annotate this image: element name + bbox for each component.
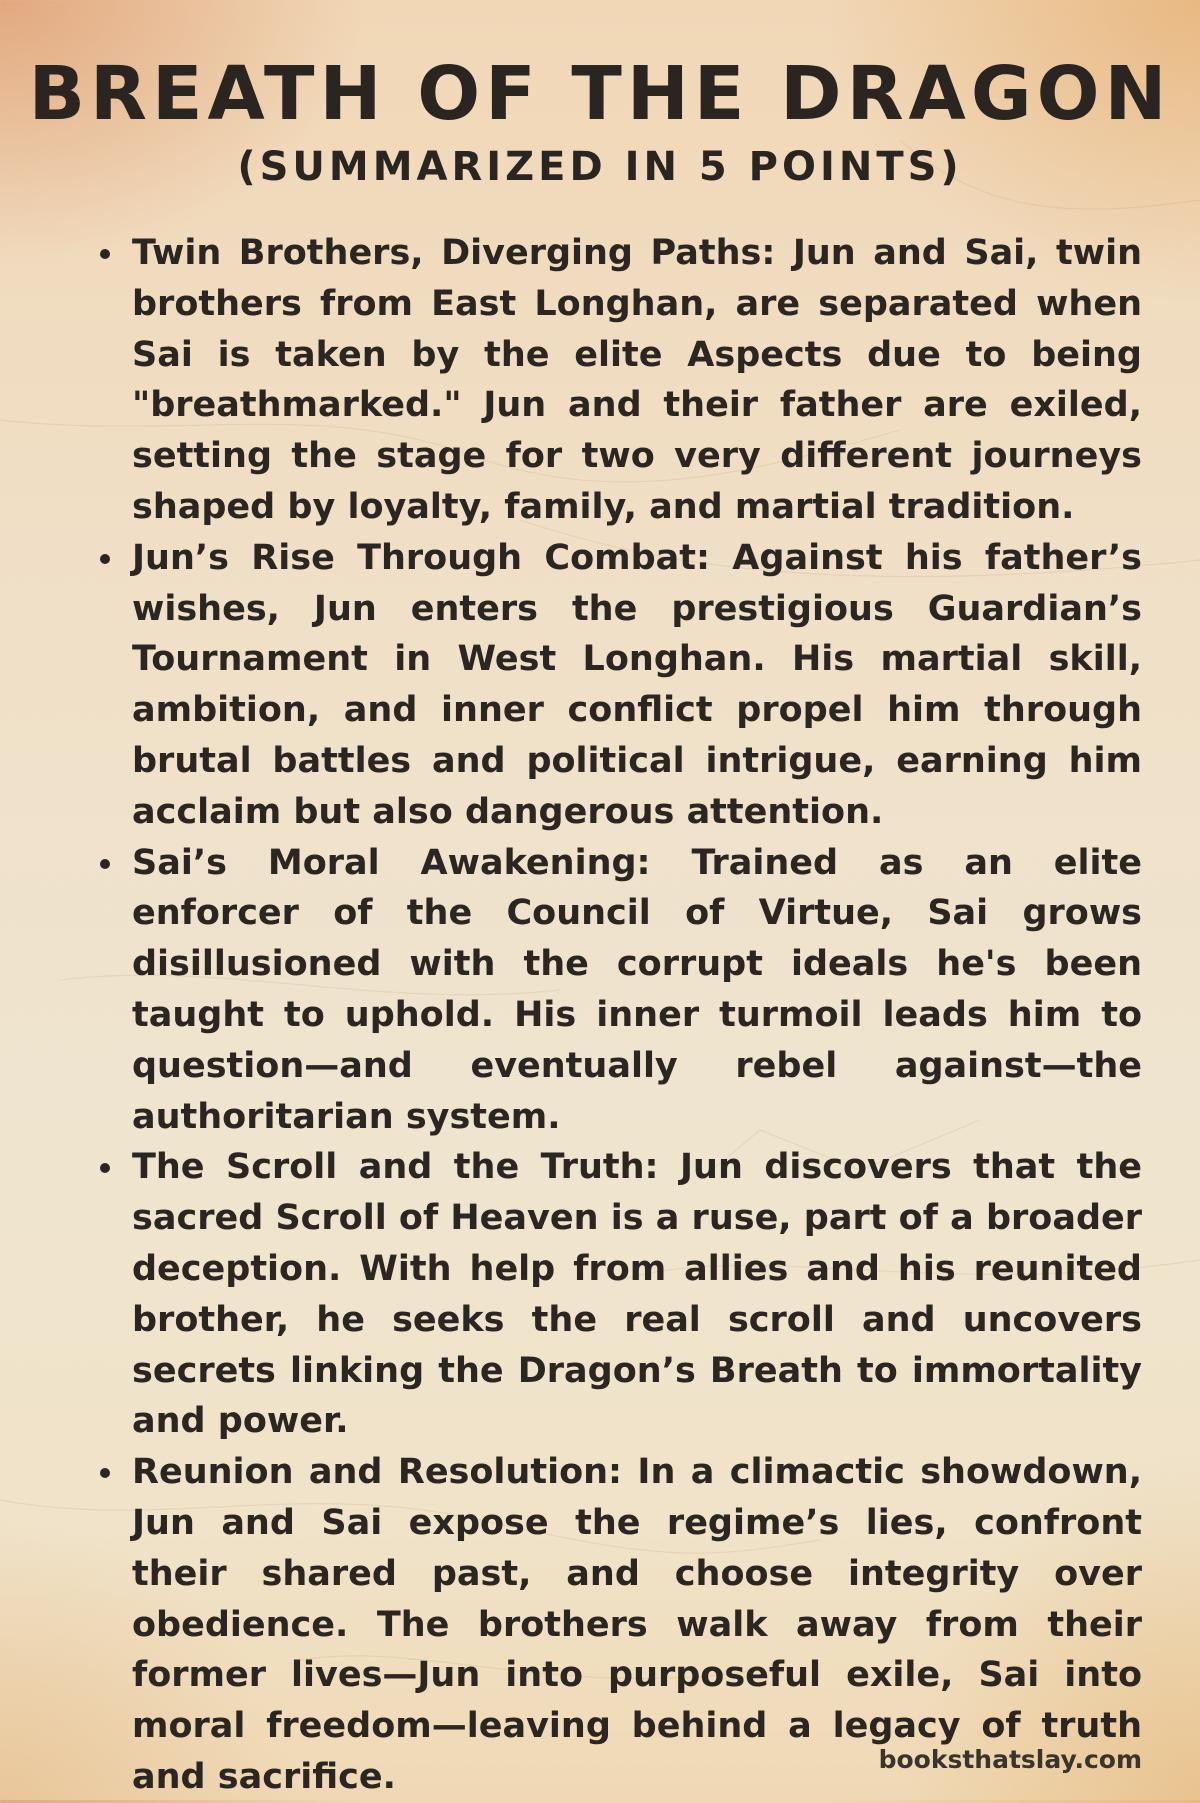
page-title: BREATH OF THE DRAGON xyxy=(28,51,1172,137)
bullet-icon xyxy=(100,1163,110,1173)
summary-point-2 xyxy=(94,533,1142,838)
page-subtitle: (SUMMARIZED IN 5 POINTS) xyxy=(237,144,963,190)
summary-point-text: Reunion and Resolution: In a climactic showdown, Jun and Sai expose the regime’s lies, confront their shared past, and choose integrity over obedience. The brothers walk away from their former lives—Jun into purposeful exile, Sai into moral freedom—leaving behind a legacy of truth and sacrifice. xyxy=(132,1452,1142,1797)
bullet-icon xyxy=(100,249,110,259)
summary-point-text: Sai’s Moral Awakening: Trained as an elite enforcer of the Council of Virtue, Sai grows disillusioned with the corrupt ideals he's been taught to uphold. His inner turmoil leads him to question—and eventually rebel against—the authoritarian system. xyxy=(132,842,1142,1137)
summary-point-4 xyxy=(94,1142,1142,1447)
summary-point-3 xyxy=(94,838,1142,1143)
summary-point-text: Jun’s Rise Through Combat: Against his father’s wishes, Jun enters the prestigious Guardian’s Tournament in West Longhan. His martial skill, ambition, and inner conflict propel him through brutal battles and political intrigue, earning him acclaim but also dangerous attention. xyxy=(132,537,1142,832)
bullet-icon xyxy=(100,554,110,564)
summary-point-text: The Scroll and the Truth: Jun discovers that the sacred Scroll of Heaven is a ruse, part of a broader deception. With help from allies and his reunited brother, he seeks the real scroll and uncovers secrets linking the Dragon’s Breath to immortality and power. xyxy=(132,1147,1142,1442)
summary-point-text: Twin Brothers, Diverging Paths: Jun and Sai, twin brothers from East Longhan, are separated when Sai is taken by the elite Aspects due to being "breathmarked." Jun and their father are exiled, setting the stage for two very different journeys shaped by loyalty, family, and martial tradition. xyxy=(132,233,1142,527)
bullet-icon xyxy=(100,859,110,869)
site-footer-link[interactable]: booksthatslay.com xyxy=(878,1745,1142,1774)
summary-points-list xyxy=(94,228,1142,1803)
bullet-icon xyxy=(100,1468,110,1478)
summary-point-1 xyxy=(94,228,1142,533)
